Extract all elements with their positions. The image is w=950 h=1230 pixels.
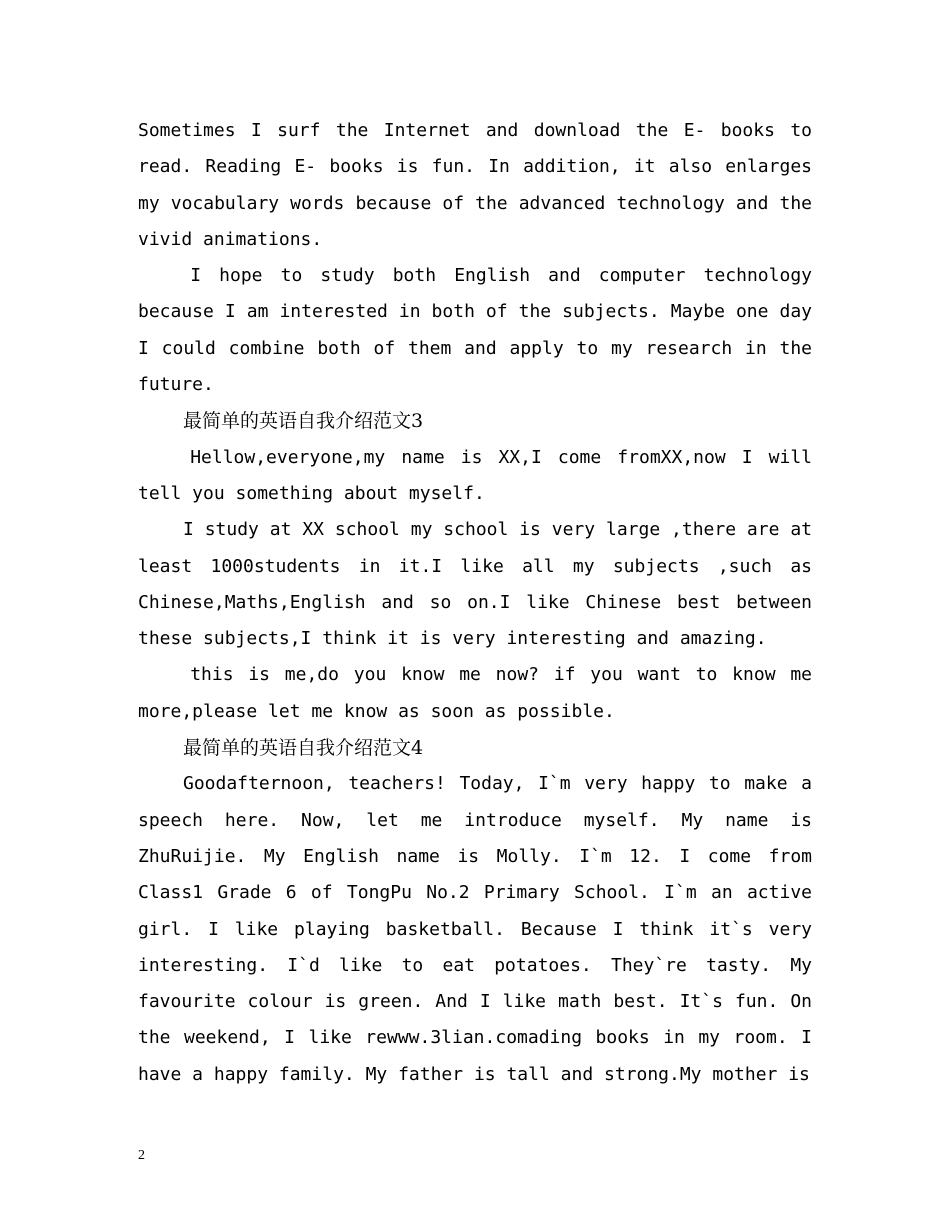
paragraph-hellow: Hellow,everyone,my name is XX,I come fromXX,now I will tell you something about myself. xyxy=(138,446,812,504)
page-number: 2 xyxy=(138,1148,145,1163)
paragraph-goodafternoon: Goodafternoon, teachers! Today, I`m very happy to make a speech here. Now, let me introduce myself. My name is ZhuRuijie. My English name is Molly. I`m 12. I come from Class1 Grade 6 of TongPu No.2 Primary School. I`m an active girl. I like playing basketball. Because I think it`s very interesting. I`d like to eat potatoes. They`re tasty. My favourite colour is green. And I like math best. It`s fun. On the weekend, I like rewww.3lian.comading books in my room. I have a happy family. My father is tall and strong.My mother is xyxy=(138,773,812,1085)
section-heading-3: 最简单的英语自我介绍范文3 xyxy=(183,410,424,433)
paragraph-study-hope: I hope to study both English and computer technology because I am interested in both of the subjects. Maybe one day I could combine both of them and apply to my research in the future. xyxy=(138,265,812,396)
document-body xyxy=(138,113,812,1093)
section-heading-4: 最简单的英语自我介绍范文4 xyxy=(183,737,424,760)
paragraph-know-me: this is me,do you know me now? if you want to know me more,please let me know as soon as possible. xyxy=(138,664,812,722)
paragraph-school: I study at XX school my school is very large ,there are at least 1000students in it.I like all my subjects ,such as Chinese,Maths,English and so on.I like Chinese best between these subjects,I think it is very interesting and amazing. xyxy=(138,519,812,650)
paragraph-ebooks: Sometimes I surf the Internet and download the E- books to read. Reading E- books is fun. In addition, it also enlarges my vocabulary words because of the advanced technology and the vivid animations. xyxy=(138,120,812,250)
